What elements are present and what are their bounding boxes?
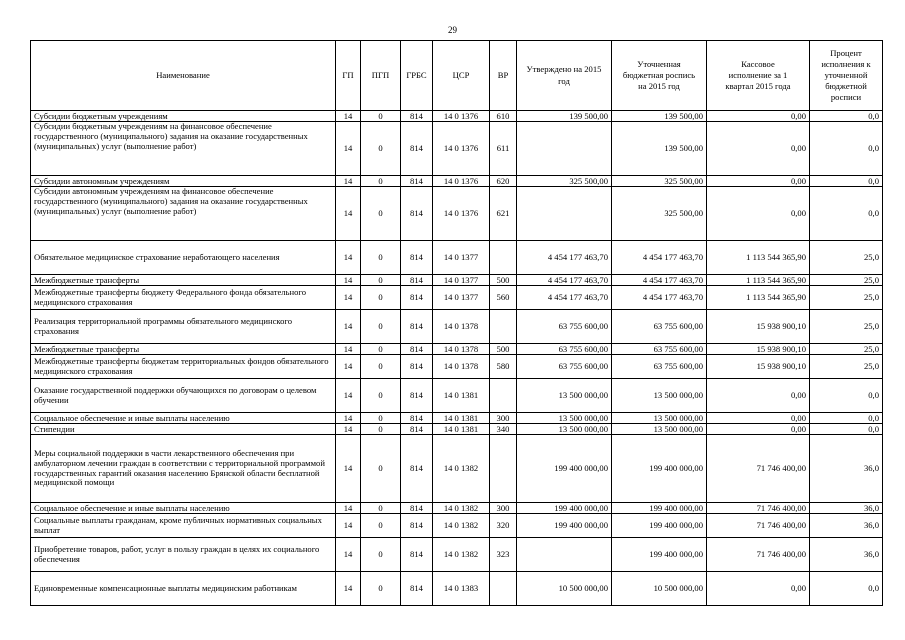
cell-vr: 611: [490, 122, 517, 176]
cell-grbs: 814: [401, 241, 433, 275]
cell-executed: 15 938 900,10: [707, 310, 810, 344]
cell-percent: 25,0: [810, 275, 883, 286]
table-row: [31, 122, 883, 176]
cell-refined: 13 500 000,00: [612, 379, 707, 413]
cell-gp: 14: [336, 572, 361, 606]
cell-csr: 14 0 1382: [433, 435, 490, 503]
cell-vr: [490, 435, 517, 503]
cell-grbs: 814: [401, 503, 433, 514]
cell-executed: 1 113 544 365,90: [707, 241, 810, 275]
budget-table: [30, 40, 883, 606]
cell-refined: 10 500 000,00: [612, 572, 707, 606]
cell-grbs: 814: [401, 310, 433, 344]
cell-vr: 300: [490, 503, 517, 514]
cell-refined: 63 755 600,00: [612, 355, 707, 379]
cell-pgp: 0: [361, 111, 401, 122]
cell-executed: 71 746 400,00: [707, 538, 810, 572]
cell-vr: [490, 379, 517, 413]
cell-pgp: 0: [361, 241, 401, 275]
cell-executed: 0,00: [707, 572, 810, 606]
cell-name: Приобретение товаров, работ, услуг в пользу граждан в целях их социального обеспечения: [31, 538, 336, 572]
cell-percent: 0,0: [810, 111, 883, 122]
table-row: [31, 187, 883, 241]
cell-vr: [490, 241, 517, 275]
cell-grbs: 814: [401, 538, 433, 572]
cell-csr: 14 0 1383: [433, 572, 490, 606]
cell-pgp: 0: [361, 413, 401, 424]
cell-approved: 4 454 177 463,70: [517, 286, 612, 310]
cell-csr: 14 0 1382: [433, 514, 490, 538]
cell-vr: 500: [490, 344, 517, 355]
cell-percent: 25,0: [810, 344, 883, 355]
table-row: [31, 572, 883, 606]
cell-approved: [517, 122, 612, 176]
header-name: Наименование: [31, 41, 336, 111]
cell-grbs: 814: [401, 379, 433, 413]
header-percent: Процент исполнения к уточненной бюджетной росписи: [810, 41, 883, 111]
cell-approved: 63 755 600,00: [517, 344, 612, 355]
table-row: [31, 241, 883, 275]
cell-grbs: 814: [401, 344, 433, 355]
cell-csr: 14 0 1382: [433, 538, 490, 572]
cell-name: Социальное обеспечение и иные выплаты населению: [31, 413, 336, 424]
cell-percent: 25,0: [810, 355, 883, 379]
cell-refined: 139 500,00: [612, 111, 707, 122]
cell-percent: 36,0: [810, 538, 883, 572]
cell-approved: 10 500 000,00: [517, 572, 612, 606]
cell-name: Обязательное медицинское страхование неработающего населения: [31, 241, 336, 275]
cell-gp: 14: [336, 241, 361, 275]
cell-gp: 14: [336, 355, 361, 379]
cell-gp: 14: [336, 344, 361, 355]
cell-vr: 323: [490, 538, 517, 572]
cell-gp: 14: [336, 122, 361, 176]
cell-vr: [490, 572, 517, 606]
cell-approved: 139 500,00: [517, 111, 612, 122]
cell-pgp: 0: [361, 275, 401, 286]
cell-percent: 25,0: [810, 241, 883, 275]
cell-grbs: 814: [401, 176, 433, 187]
cell-name: Социальное обеспечение и иные выплаты населению: [31, 503, 336, 514]
cell-executed: 71 746 400,00: [707, 435, 810, 503]
cell-refined: 199 400 000,00: [612, 435, 707, 503]
cell-executed: 15 938 900,10: [707, 355, 810, 379]
cell-percent: 0,0: [810, 122, 883, 176]
header-executed: Кассовое исполнение за 1 квартал 2015 года: [707, 41, 810, 111]
cell-csr: 14 0 1376: [433, 187, 490, 241]
table-row: [31, 538, 883, 572]
cell-executed: 1 113 544 365,90: [707, 286, 810, 310]
cell-executed: 0,00: [707, 176, 810, 187]
cell-pgp: 0: [361, 310, 401, 344]
cell-vr: 621: [490, 187, 517, 241]
cell-name: Субсидии бюджетным учреждениям на финансовое обеспечение государственного (муниципального) задания на оказание государственных (муниципальных) услуг (выполнение работ): [31, 122, 336, 176]
cell-percent: 25,0: [810, 286, 883, 310]
cell-pgp: 0: [361, 176, 401, 187]
cell-refined: 63 755 600,00: [612, 344, 707, 355]
table-row: [31, 355, 883, 379]
cell-refined: 13 500 000,00: [612, 424, 707, 435]
cell-csr: 14 0 1381: [433, 379, 490, 413]
cell-csr: 14 0 1376: [433, 176, 490, 187]
cell-approved: 63 755 600,00: [517, 310, 612, 344]
cell-gp: 14: [336, 379, 361, 413]
cell-gp: 14: [336, 413, 361, 424]
cell-vr: 300: [490, 413, 517, 424]
cell-vr: 560: [490, 286, 517, 310]
cell-approved: 63 755 600,00: [517, 355, 612, 379]
cell-refined: 63 755 600,00: [612, 310, 707, 344]
cell-grbs: 814: [401, 413, 433, 424]
table-row: [31, 503, 883, 514]
table-row: [31, 413, 883, 424]
cell-csr: 14 0 1377: [433, 286, 490, 310]
cell-approved: 199 400 000,00: [517, 503, 612, 514]
cell-approved: 4 454 177 463,70: [517, 275, 612, 286]
cell-name: Социальные выплаты гражданам, кроме публичных нормативных социальных выплат: [31, 514, 336, 538]
cell-gp: 14: [336, 538, 361, 572]
cell-percent: 0,0: [810, 187, 883, 241]
cell-percent: 0,0: [810, 413, 883, 424]
cell-gp: 14: [336, 275, 361, 286]
cell-gp: 14: [336, 187, 361, 241]
cell-refined: 199 400 000,00: [612, 538, 707, 572]
cell-percent: 0,0: [810, 379, 883, 413]
cell-approved: 199 400 000,00: [517, 514, 612, 538]
cell-name: Реализация территориальной программы обязательного медицинского страхования: [31, 310, 336, 344]
cell-gp: 14: [336, 111, 361, 122]
cell-percent: 0,0: [810, 176, 883, 187]
cell-refined: 199 400 000,00: [612, 503, 707, 514]
cell-gp: 14: [336, 424, 361, 435]
header-grbs: ГРБС: [401, 41, 433, 111]
cell-vr: [490, 310, 517, 344]
header-csr: ЦСР: [433, 41, 490, 111]
cell-approved: 199 400 000,00: [517, 435, 612, 503]
table-row: [31, 379, 883, 413]
header-pgp: ПГП: [361, 41, 401, 111]
cell-refined: 4 454 177 463,70: [612, 275, 707, 286]
cell-pgp: 0: [361, 538, 401, 572]
cell-name: Субсидии автономным учреждениям на финансовое обеспечение государственного (муниципального) задания на оказание государственных (муниципальных) услуг (выполнение работ): [31, 187, 336, 241]
cell-csr: 14 0 1376: [433, 122, 490, 176]
cell-csr: 14 0 1376: [433, 111, 490, 122]
cell-name: Межбюджетные трансферты: [31, 275, 336, 286]
cell-grbs: 814: [401, 286, 433, 310]
cell-pgp: 0: [361, 355, 401, 379]
cell-gp: 14: [336, 176, 361, 187]
cell-percent: 36,0: [810, 514, 883, 538]
cell-grbs: 814: [401, 514, 433, 538]
cell-grbs: 814: [401, 275, 433, 286]
cell-pgp: 0: [361, 122, 401, 176]
cell-gp: 14: [336, 310, 361, 344]
cell-pgp: 0: [361, 435, 401, 503]
cell-csr: 14 0 1381: [433, 424, 490, 435]
cell-csr: 14 0 1377: [433, 241, 490, 275]
header-vr: ВР: [490, 41, 517, 111]
cell-approved: [517, 187, 612, 241]
cell-percent: 0,0: [810, 424, 883, 435]
cell-name: Субсидии автономным учреждениям: [31, 176, 336, 187]
table-row: [31, 424, 883, 435]
table-row: [31, 111, 883, 122]
cell-csr: 14 0 1378: [433, 355, 490, 379]
header-approved: Утверждено на 2015 год: [517, 41, 612, 111]
table-row: [31, 435, 883, 503]
cell-pgp: 0: [361, 572, 401, 606]
cell-grbs: 814: [401, 187, 433, 241]
cell-approved: 13 500 000,00: [517, 424, 612, 435]
cell-percent: 36,0: [810, 435, 883, 503]
cell-pgp: 0: [361, 344, 401, 355]
cell-approved: [517, 538, 612, 572]
cell-name: Стипендии: [31, 424, 336, 435]
cell-refined: 139 500,00: [612, 122, 707, 176]
cell-csr: 14 0 1378: [433, 310, 490, 344]
table-row: [31, 514, 883, 538]
header-refined: Уточненная бюджетная роспись на 2015 год: [612, 41, 707, 111]
cell-grbs: 814: [401, 572, 433, 606]
cell-name: Межбюджетные трансферты бюджету Федерального фонда обязательного медицинского страхования: [31, 286, 336, 310]
cell-refined: 13 500 000,00: [612, 413, 707, 424]
cell-gp: 14: [336, 286, 361, 310]
cell-gp: 14: [336, 435, 361, 503]
cell-vr: 610: [490, 111, 517, 122]
cell-csr: 14 0 1382: [433, 503, 490, 514]
cell-csr: 14 0 1381: [433, 413, 490, 424]
cell-pgp: 0: [361, 379, 401, 413]
cell-executed: 0,00: [707, 122, 810, 176]
cell-grbs: 814: [401, 424, 433, 435]
cell-grbs: 814: [401, 355, 433, 379]
cell-pgp: 0: [361, 503, 401, 514]
cell-name: Оказание государственной поддержки обучающихся по договорам о целевом обучении: [31, 379, 336, 413]
cell-vr: 580: [490, 355, 517, 379]
cell-grbs: 814: [401, 111, 433, 122]
cell-executed: 0,00: [707, 379, 810, 413]
cell-executed: 71 746 400,00: [707, 514, 810, 538]
cell-refined: 325 500,00: [612, 187, 707, 241]
cell-csr: 14 0 1377: [433, 275, 490, 286]
cell-pgp: 0: [361, 187, 401, 241]
cell-pgp: 0: [361, 286, 401, 310]
cell-grbs: 814: [401, 122, 433, 176]
table-row: [31, 344, 883, 355]
cell-percent: 0,0: [810, 572, 883, 606]
cell-executed: 0,00: [707, 424, 810, 435]
cell-executed: 0,00: [707, 187, 810, 241]
cell-grbs: 814: [401, 435, 433, 503]
table-row: [31, 310, 883, 344]
cell-name: Единовременные компенсационные выплаты медицинским работникам: [31, 572, 336, 606]
cell-gp: 14: [336, 503, 361, 514]
cell-pgp: 0: [361, 514, 401, 538]
cell-name: Межбюджетные трансферты бюджетам территориальных фондов обязательного медицинского страхования: [31, 355, 336, 379]
cell-percent: 36,0: [810, 503, 883, 514]
page-number: 29: [448, 25, 457, 35]
cell-refined: 4 454 177 463,70: [612, 241, 707, 275]
cell-vr: 500: [490, 275, 517, 286]
cell-executed: 0,00: [707, 413, 810, 424]
cell-name: Меры социальной поддержки в части лекарственного обеспечения при амбулаторном лечении граждан в соответствии с территориальной программой государственных гарантий оказания населению Брянской области бесплатной медицинской помощи: [31, 435, 336, 503]
table-row: [31, 275, 883, 286]
table-header-row: [31, 41, 883, 111]
cell-approved: 4 454 177 463,70: [517, 241, 612, 275]
cell-gp: 14: [336, 514, 361, 538]
cell-vr: 340: [490, 424, 517, 435]
cell-vr: 320: [490, 514, 517, 538]
cell-refined: 4 454 177 463,70: [612, 286, 707, 310]
table-row: [31, 176, 883, 187]
cell-executed: 15 938 900,10: [707, 344, 810, 355]
cell-name: Межбюджетные трансферты: [31, 344, 336, 355]
cell-executed: 0,00: [707, 111, 810, 122]
cell-refined: 199 400 000,00: [612, 514, 707, 538]
cell-vr: 620: [490, 176, 517, 187]
cell-name: Субсидии бюджетным учреждениям: [31, 111, 336, 122]
cell-pgp: 0: [361, 424, 401, 435]
cell-approved: 13 500 000,00: [517, 413, 612, 424]
cell-csr: 14 0 1378: [433, 344, 490, 355]
header-gp: ГП: [336, 41, 361, 111]
cell-refined: 325 500,00: [612, 176, 707, 187]
cell-executed: 71 746 400,00: [707, 503, 810, 514]
cell-approved: 325 500,00: [517, 176, 612, 187]
cell-approved: 13 500 000,00: [517, 379, 612, 413]
cell-executed: 1 113 544 365,90: [707, 275, 810, 286]
table-row: [31, 286, 883, 310]
cell-percent: 25,0: [810, 310, 883, 344]
